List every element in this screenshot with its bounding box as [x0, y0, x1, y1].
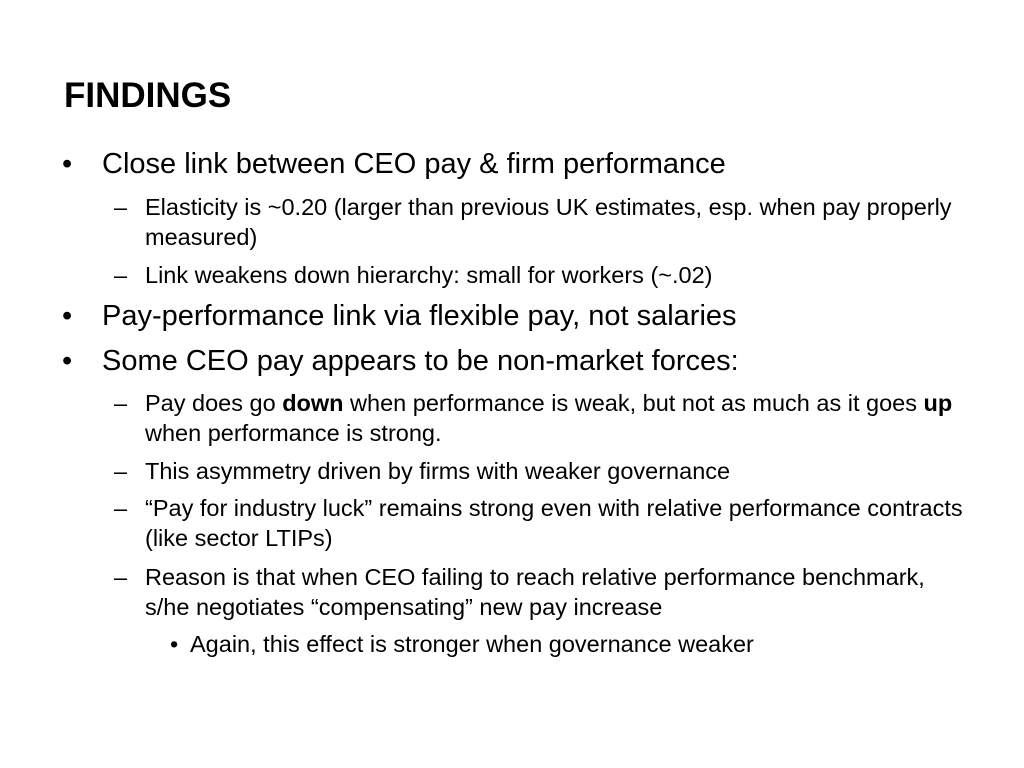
emphasis-up: up [923, 390, 953, 416]
sub-bullet-item-1-1 [114, 192, 974, 252]
sub-bullet-text: Elasticity is ~0.20 (larger than previous UK estimates, esp. when pay properly measured) [145, 194, 952, 250]
sub-bullet-item-3-3 [114, 493, 974, 553]
text-run: when performance is strong. [145, 420, 442, 446]
text-run: when performance is weak, but not as much as it goes [343, 390, 924, 416]
sub-bullet-text: Link weakens down hierarchy: small for workers (~.02) [145, 262, 713, 288]
bullet-text: Some CEO pay appears to be non-market forces: [102, 345, 739, 377]
dash-marker: – [114, 390, 128, 416]
dash-marker: – [114, 262, 128, 288]
bullet-marker: • [62, 300, 73, 332]
bullet-marker: • [62, 148, 73, 180]
emphasis-down: down [282, 390, 344, 416]
dash-marker: – [114, 564, 128, 590]
dash-marker: – [114, 458, 128, 484]
sub-bullet-item-3-4 [114, 562, 974, 622]
dash-marker: – [114, 194, 128, 220]
bullet-text: Pay-performance link via flexible pay, not salaries [102, 300, 737, 332]
slide-title: FINDINGS [64, 76, 232, 115]
sub-sub-bullet-text: Again, this effect is stronger when governance weaker [190, 631, 754, 657]
sub-bullet-text: Reason is that when CEO failing to reach relative performance benchmark, s/he negotiates “compensating” new pay increase [145, 564, 925, 620]
sub-bullet-text: This asymmetry driven by firms with weaker governance [145, 458, 731, 484]
bullet-marker: • [62, 345, 73, 377]
dash-marker: – [114, 495, 128, 521]
sub-sub-bullet-item-3-4-1 [170, 629, 754, 659]
sub-bullet-item-1-2 [114, 260, 974, 290]
bullet-marker: • [170, 631, 179, 657]
sub-bullet-item-3-2 [114, 456, 974, 486]
bullet-text: Close link between CEO pay & firm performance [102, 148, 726, 180]
text-run: Pay does go [145, 390, 283, 416]
sub-bullet-text: “Pay for industry luck” remains strong even with relative performance contracts (like sector LTIPs) [145, 495, 963, 551]
sub-bullet-item-3-1 [114, 388, 974, 448]
sub-bullet-text [145, 388, 974, 448]
